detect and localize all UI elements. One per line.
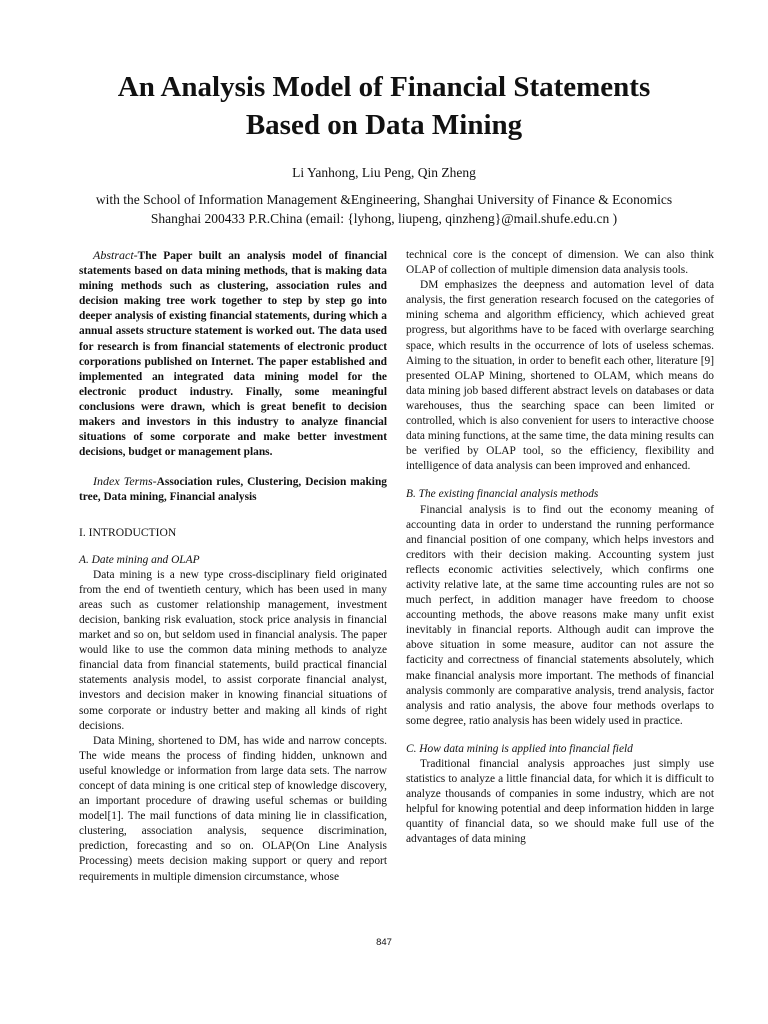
author-list: Li Yanhong, Liu Peng, Qin Zheng	[292, 165, 476, 180]
section-heading-introduction: I. INTRODUCTION	[79, 525, 177, 539]
affiliation-line-1: with the School of Information Management &Engineering, Shanghai University of Finance & Economics	[95, 192, 673, 207]
paragraph-r2: DM emphasizes the deepness and automation level of data analysis, the first generation research focused on the categories of mining schema and algorithm efficiency, which achieved great progress, but algorithms have to be faced with overlarge searching space, which results in the occurrence of lots of useless schemas. Aiming to the situation, in order to benefit each other, literature [9] presented OLAP Mining, shortened to OLAM, which means do data mining job based different abstract levels on databases or data warehouses, thus the searching space can been limited or controlled, which is also convenient for users to interactive choose data mining functions, at the same time, the data mining results can be verified by OLAP tool, so the efficiency, flexibility and intelligence of data analysis can been improved and enhanced.	[406, 279, 714, 473]
title-line-1: An Analysis Model of Financial Statements	[117, 71, 651, 103]
paragraph-a1: Data mining is a new type cross-disciplinary field originated from the end of twentieth century, which has been used in many areas such as customer relationship management, investment decision, banking risk evaluation, stock price analysis in financial market and so on, but seldom used in financial analysis. The paper would like to use the common data mining methods to analyze financial data from financial statements, build practical financial statements analysis model, to assist corporate financial analyst, investors and decision maker in knowing financial situations of some corporate or industry better and making all kinds of right decisions.	[79, 568, 387, 732]
paper-title	[40, 68, 728, 144]
affiliation	[40, 190, 728, 228]
subsection-heading-b: B. The existing financial analysis methods	[406, 488, 599, 501]
paragraph-a2: Data Mining, shortened to DM, has wide and narrow concepts. The wide means the process of finding hidden, unknown and useful knowledge or information from large data sets. The narrow concept of data mining is one critical step of knowledge discovery, an important procedure of drawing useful schemas or building model[1]. The mail functions of data mining lie in classification, clustering, association analysis, sequence discrimination, prediction, forecasting and so on. OLAP(On Line Analysis Processing) meets decision making support or query and report requirements in multiple dimension circumstance, whose	[79, 734, 387, 883]
paragraph-c1: Traditional financial analysis approaches just simply use statistics to analyze a little financial data, for which it is difficult to analyze thousands of companies in some industry, which are not helpful for knowing potential and deep information hidden in large quantity of financial data, so we should make full use of the advantages of data mining	[406, 758, 714, 846]
affiliation-line-2: Shanghai 200433 P.R.China (email: {lyhong, liupeng, qinzheng}@mail.shufe.edu.cn )	[150, 211, 618, 226]
subsection-heading-c: C. How data mining is applied into financial field	[406, 742, 633, 755]
title-line-2: Based on Data Mining	[245, 109, 523, 141]
index-terms-lead: Index Terms-	[93, 474, 157, 489]
page-number: 847	[376, 937, 392, 948]
subsection-heading-a: A. Date mining and OLAP	[79, 553, 200, 566]
paragraph-r1: technical core is the concept of dimension. We can also think OLAP of collection of multiple dimension data analysis tools.	[406, 249, 714, 277]
paragraph-b1: Financial analysis is to find out the economy meaning of accounting data in order to understand the running performance and financial position of one company, which helps investors and creditors with their decision making. Accounting system just reflects economic activities selectively, which confirms one activity relative late, at the same time accounting rules are not so much perfect, in addition manager have freedom to choose accounting methods, the above reasons make many unfit exist inevitably in financial reports. Although audit can improve the above situation in some measure, auditor can not assure the facticity and correctness of financial statements absolutely, which make financial analysis more important. The methods of financial analysis commonly are comparative analysis, trend analysis, factor analysis and ratio analysis, the above four methods overlaps to some degree, ratio analysis has been widely used in practice.	[406, 503, 714, 727]
index-terms-text: Association rules, Clustering, Decision making tree, Data mining, Financial analysis	[79, 476, 387, 504]
left-column	[79, 248, 387, 885]
abstract-text: The Paper built an analysis model of financial statements based on data mining methods, that is making data mining methods such as clustering, association rules and decision making tree work together to step by step go into deeper analysis of existing financial statements, during which a annual assets structure statement is worked out. The data used for research is from financial statements of electronic product corporations published on Internet. The paper established and implemented an integrated data mining model for the electronic product industry. Finally, some meaningful conclusions were drawn, which is great benefit to decision makers and investors in this industry to analyze financial situations of some corporate and make better investment decisions, budget or management plans.	[79, 250, 387, 459]
abstract-lead: Abstract-	[93, 248, 138, 262]
abstract	[79, 248, 387, 460]
right-column	[406, 248, 714, 848]
index-terms	[79, 474, 387, 505]
